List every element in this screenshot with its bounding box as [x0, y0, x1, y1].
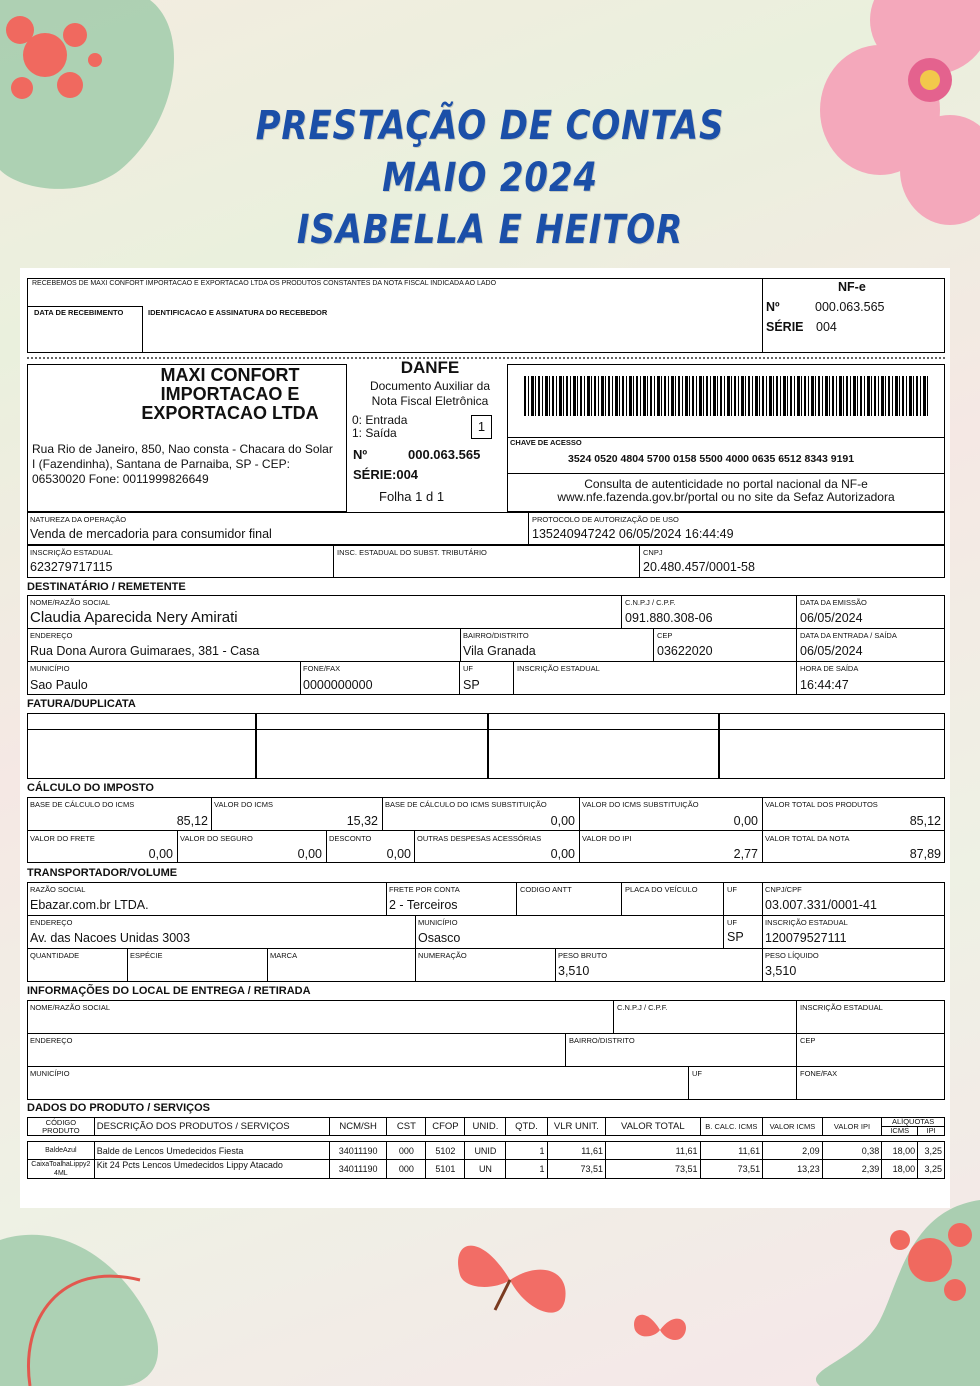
products-header-row [28, 1118, 945, 1127]
outras-value: 0,00 [550, 847, 575, 861]
transp-uf2: SP [727, 930, 744, 944]
col-unid: UNID. [465, 1118, 506, 1136]
dest-end-label: ENDEREÇO [30, 631, 73, 640]
cell-cst: 000 [387, 1160, 426, 1179]
col-vlr-unit: VLR UNIT. [547, 1118, 606, 1136]
entrega-uf-label: UF [692, 1069, 702, 1078]
transp-pb: 3,510 [558, 964, 590, 978]
base-icms-value: 85,12 [176, 814, 208, 828]
desconto-label: DESCONTO [329, 834, 372, 843]
col-aliquotas: ALÍQUOTAS [882, 1118, 945, 1127]
col-valor-total: VALOR TOTAL [606, 1118, 700, 1136]
dest-mun: Sao Paulo [30, 678, 88, 692]
cell-codigo: BaldeAzul [28, 1142, 95, 1160]
valor-icms-st-value: 0,00 [733, 814, 758, 828]
col-bcalc: B. CALC. ICMS [700, 1118, 763, 1136]
cell-valor-total: 11,61 [606, 1142, 700, 1160]
transp-frete: 2 - Terceiros [389, 898, 458, 912]
transp-marca-label: MARCA [270, 951, 298, 960]
entrega-section: INFORMAÇÕES DO LOCAL DE ENTREGA / RETIRADA [27, 985, 311, 997]
base-icms-st-value: 0,00 [550, 814, 575, 828]
col-valor-ipi: VALOR IPI [822, 1118, 882, 1136]
entrega-bairro-label: BAIRRO/DISTRITO [569, 1036, 635, 1045]
receipt-sign-label: IDENTIFICACAO E ASSINATURA DO RECEBEDOR [148, 308, 328, 317]
frete-value: 0,00 [148, 847, 173, 861]
dest-cnpj-label: C.N.P.J / C.P.F. [625, 598, 676, 607]
receipt-text: RECEBEMOS DE MAXI CONFORT IMPORTACAO E EXPORTACAO LTDA OS PRODUTOS CONSTANTES DA NOTA FISCAL INDICADA AO LADO [32, 280, 497, 287]
danfe-document [20, 268, 950, 1208]
transp-cnpj: 03.007.331/0001-41 [765, 898, 877, 912]
cell-bcalc: 73,51 [700, 1160, 763, 1179]
cell-unid: UNID [465, 1142, 506, 1160]
danfe-entrada: 0: Entrada [352, 413, 408, 427]
key-label: CHAVE DE ACESSO [510, 438, 582, 447]
nfe-label: NF-e [838, 280, 866, 294]
dest-mun-label: MUNICÍPIO [30, 664, 70, 673]
dest-fone-label: FONE/FAX [303, 664, 341, 673]
col-ncm: NCM/SH [329, 1118, 387, 1136]
base-icms-st-label: BASE DE CÁLCULO DO ICMS SUBSTITUIÇÃO [385, 800, 547, 809]
cell-vlr-unit: 73,51 [547, 1160, 606, 1179]
valor-icms-label: VALOR DO ICMS [214, 800, 274, 809]
transp-razao-label: RAZÃO SOCIAL [30, 885, 86, 894]
base-icms-label: BASE DE CÁLCULO DO ICMS [30, 800, 135, 809]
title-line-1: PRESTAÇÃO DE CONTAS [255, 103, 725, 149]
dest-nome: Claudia Aparecida Nery Amirati [30, 609, 238, 626]
col-aliq-icms: ICMS [882, 1127, 918, 1136]
table-row [28, 1160, 945, 1179]
col-descricao: DESCRIÇÃO DOS PRODUTOS / SERVIÇOS [94, 1118, 329, 1136]
transp-uf-label: UF [727, 885, 737, 894]
entrega-mun-label: MUNICÍPIO [30, 1069, 70, 1078]
issuer-name: MAXI CONFORT IMPORTACAO E EXPORTACAO LTDA [141, 365, 319, 423]
danfe-folha: Folha 1 d 1 [379, 489, 445, 504]
transp-end-label: ENDEREÇO [30, 918, 73, 927]
dest-cnpj: 091.880.308-06 [625, 611, 713, 625]
col-valor-icms: VALOR ICMS [763, 1118, 823, 1136]
transp-uf2-label: UF [727, 918, 737, 927]
ie-label: INSCRIÇÃO ESTADUAL [30, 548, 113, 557]
col-aliq-ipi: IPI [918, 1127, 945, 1136]
cell-valor-icms: 2,09 [763, 1142, 823, 1160]
key-consulta-2: www.nfe.fazenda.gov.br/portal ou no site da Sefaz Autorizadora [557, 490, 895, 504]
col-cst: CST [387, 1118, 426, 1136]
dest-emissao: 06/05/2024 [800, 611, 863, 625]
valor-icms-value: 15,32 [346, 814, 378, 828]
cell-cfop: 5102 [426, 1142, 465, 1160]
receipt-num: 000.063.565 [815, 300, 885, 314]
transp-cnpj-label: CNPJ/CPF [765, 885, 802, 894]
transp-placa-label: PLACA DO VEÍCULO [625, 885, 698, 894]
danfe-subtitle: Documento Auxiliar da Nota Fiscal Eletrônica [369, 379, 491, 408]
cell-bcalc: 11,61 [700, 1142, 763, 1160]
danfe-num: 000.063.565 [408, 447, 481, 462]
key-consulta-1: Consulta de autenticidade no portal nacional da NF-e [584, 477, 868, 491]
entrega-cep-label: CEP [800, 1036, 816, 1045]
total-produtos-value: 85,12 [909, 814, 941, 828]
cnpj-value: 20.480.457/0001-58 [643, 560, 755, 574]
iest-label: INSC. ESTADUAL DO SUBST. TRIBUTÁRIO [337, 548, 487, 557]
transp-ie: 120079527111 [765, 931, 847, 945]
ie-value: 623279717115 [30, 560, 113, 574]
ipi-value: 2,77 [733, 847, 758, 861]
transp-mun-label: MUNICÍPIO [418, 918, 458, 927]
products-table [27, 1117, 945, 1179]
col-codigo: CÓDIGO PRODUTO [28, 1118, 95, 1136]
dest-nome-label: NOME/RAZÃO SOCIAL [30, 598, 111, 607]
receipt-num-label: Nº [766, 300, 780, 314]
cell-cfop: 5101 [426, 1160, 465, 1179]
transp-pb-label: PESO BRUTO [558, 951, 608, 960]
cell-qtd: 1 [506, 1160, 547, 1179]
dest-entrada-label: DATA DA ENTRADA / SAÍDA [800, 631, 897, 640]
transp-ie-label: INSCRIÇÃO ESTADUAL [765, 918, 848, 927]
cell-aliq-ipi: 3,25 [918, 1160, 945, 1179]
entrega-fone-label: FONE/FAX [800, 1069, 838, 1078]
fatura-box [27, 713, 945, 779]
transp-mun: Osasco [418, 931, 461, 945]
outras-label: OUTRAS DESPESAS ACESSÓRIAS [417, 834, 542, 843]
cell-cst: 000 [387, 1142, 426, 1160]
dest-hora-label: HORA DE SAÍDA [800, 664, 859, 673]
transp-pl-label: PESO LÍQUIDO [765, 951, 819, 960]
entrega-cnpj-label: C.N.P.J / C.P.F. [617, 1003, 668, 1012]
cell-aliq-icms: 18,00 [882, 1160, 918, 1179]
transp-frete-label: FRETE POR CONTA [389, 885, 460, 894]
receipt-serie: 004 [816, 320, 837, 334]
transp-section: TRANSPORTADOR/VOLUME [27, 867, 178, 879]
dest-emissao-label: DATA DA EMISSÃO [800, 598, 867, 607]
cell-valor-ipi: 0,38 [822, 1142, 882, 1160]
imposto-section: CÁLCULO DO IMPOSTO [27, 782, 154, 794]
cell-descricao: Kit 24 Pcts Lencos Umedecidos Lippy Atacado [94, 1160, 329, 1179]
col-qtd: QTD. [506, 1118, 547, 1136]
cell-qtd: 1 [506, 1142, 547, 1160]
danfe-tipo: 1 [471, 415, 492, 439]
dest-bairro-label: BAIRRO/DISTRITO [463, 631, 529, 640]
cell-valor-ipi: 2,39 [822, 1160, 882, 1179]
table-row [28, 1142, 945, 1160]
receipt-serie-label: SÉRIE [766, 320, 804, 334]
cnpj-label: CNPJ [643, 548, 663, 557]
danfe-num-label: Nº [353, 447, 368, 462]
danfe-saida: 1: Saída [352, 426, 397, 440]
dest-entrada: 06/05/2024 [800, 644, 863, 658]
page-title [74, 100, 907, 256]
dest-bairro: Vila Granada [463, 644, 536, 658]
natureza-value: Venda de mercadoria para consumidor final [30, 527, 272, 541]
produtos-section: DADOS DO PRODUTO / SERVIÇOS [27, 1102, 210, 1114]
seguro-value: 0,00 [297, 847, 322, 861]
cell-descricao: Balde de Lencos Umedecidos Fiesta [94, 1142, 329, 1160]
dest-hora: 16:44:47 [800, 678, 849, 692]
cell-aliq-ipi: 3,25 [918, 1142, 945, 1160]
cell-valor-icms: 13,23 [763, 1160, 823, 1179]
dest-cep-label: CEP [657, 631, 673, 640]
entrega-nome-label: NOME/RAZÃO SOCIAL [30, 1003, 111, 1012]
transp-end: Av. das Nacoes Unidas 3003 [30, 931, 191, 945]
entrega-ie-label: INSCRIÇÃO ESTADUAL [800, 1003, 883, 1012]
transp-antt-label: CODIGO ANTT [520, 885, 572, 894]
cell-valor-total: 73,51 [606, 1160, 700, 1179]
barcode [524, 376, 929, 416]
cell-aliq-icms: 18,00 [882, 1142, 918, 1160]
entrega-end-label: ENDEREÇO [30, 1036, 73, 1045]
total-nota-label: VALOR TOTAL DA NOTA [765, 834, 850, 843]
cell-ncm: 34011190 [329, 1160, 387, 1179]
desconto-value: 0,00 [386, 847, 411, 861]
valor-icms-st-label: VALOR DO ICMS SUBSTITUIÇÃO [582, 800, 699, 809]
dest-fone: 0000000000 [303, 678, 373, 692]
dest-section: DESTINATÁRIO / REMETENTE [27, 581, 186, 593]
cell-codigo: CaixaToalhaLippy24ML [28, 1160, 95, 1179]
seguro-label: VALOR DO SEGURO [180, 834, 253, 843]
transp-qtd-label: QUANTIDADE [30, 951, 80, 960]
dest-ie-label: INSCRIÇÃO ESTADUAL [517, 664, 600, 673]
dest-uf: SP [463, 678, 480, 692]
cell-ncm: 34011190 [329, 1142, 387, 1160]
fatura-section: FATURA/DUPLICATA [27, 698, 136, 710]
danfe-title: DANFE [400, 358, 460, 377]
dest-uf-label: UF [463, 664, 473, 673]
natureza-label: NATUREZA DA OPERAÇÃO [30, 515, 127, 524]
protocolo-value: 135240947242 06/05/2024 16:44:49 [532, 527, 734, 541]
key-value: 3524 0520 4804 5700 0158 5500 4000 0635 6512 8343 9191 [568, 453, 855, 465]
title-line-2: MAIO 2024 [382, 155, 598, 201]
col-cfop: CFOP [426, 1118, 465, 1136]
total-produtos-label: VALOR TOTAL DOS PRODUTOS [765, 800, 878, 809]
decor-bottom-left [0, 1220, 200, 1386]
transp-razao: Ebazar.com.br LTDA. [30, 898, 149, 912]
ipi-label: VALOR DO IPI [582, 834, 632, 843]
receipt-date-label: DATA DE RECEBIMENTO [34, 308, 124, 317]
decor-bottom-right [760, 1200, 980, 1386]
frete-label: VALOR DO FRETE [30, 834, 95, 843]
danfe-serie: SÉRIE:004 [353, 467, 419, 482]
dest-cep: 03622020 [657, 644, 713, 658]
transp-num-label: NUMERAÇÃO [418, 951, 467, 960]
cell-vlr-unit: 11,61 [547, 1142, 606, 1160]
issuer-address: Rua Rio de Janeiro, 850, Nao consta - Chacara do Solar I (Fazendinha), Santana de Parnaiba, SP - CEP: 06530020 Fone: 0011999826649 [32, 442, 333, 486]
dest-end: Rua Dona Aurora Guimaraes, 381 - Casa [30, 644, 260, 658]
protocolo-label: PROTOCOLO DE AUTORIZAÇÃO DE USO [532, 515, 679, 524]
title-line-3: ISABELLA E HEITOR [296, 207, 684, 253]
total-nota-value: 87,89 [909, 847, 941, 861]
butterfly-icon [440, 1230, 580, 1340]
transp-pl: 3,510 [765, 964, 797, 978]
butterfly-small-icon [630, 1305, 690, 1350]
cell-unid: UN [465, 1160, 506, 1179]
transp-esp-label: ESPÉCIE [130, 951, 163, 960]
